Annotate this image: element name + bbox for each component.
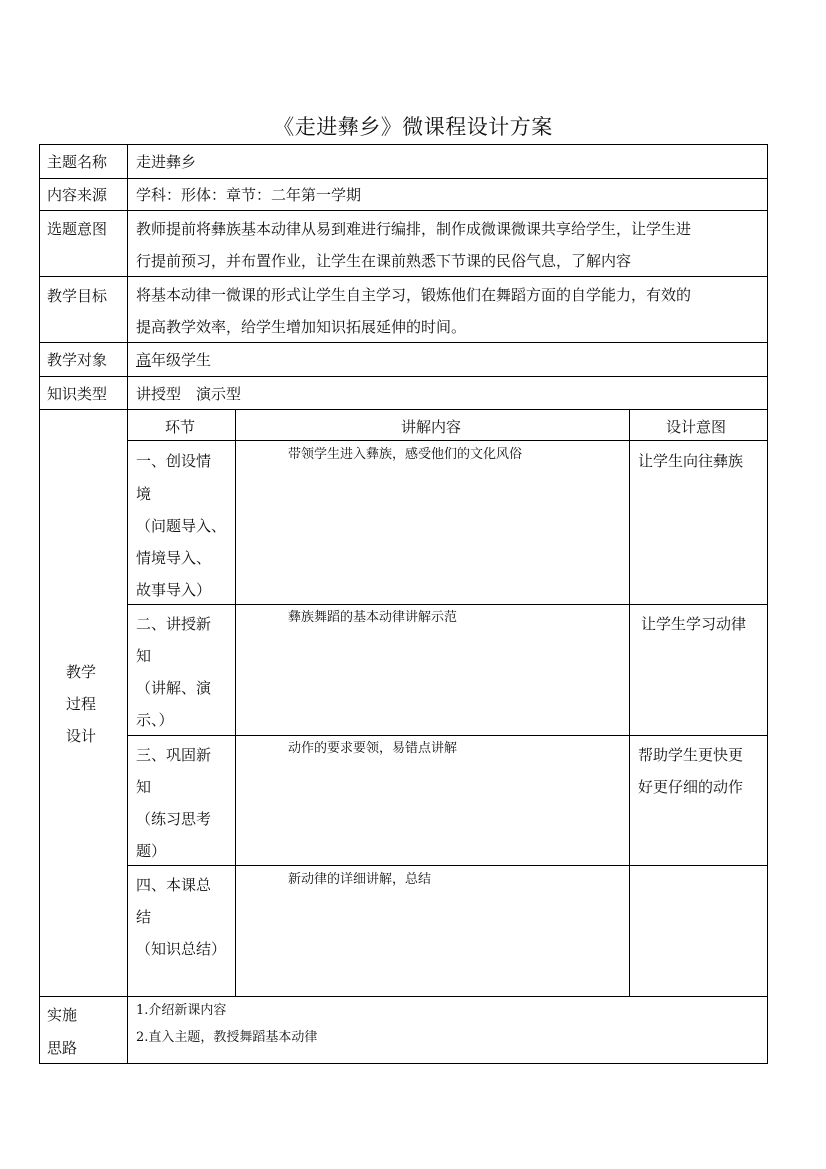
table-border-right [767, 144, 768, 1064]
table-rule [128, 865, 768, 866]
process-label-line: 教学 [66, 663, 97, 681]
header-purpose: 设计意图 [666, 418, 727, 436]
table-rule [39, 210, 768, 211]
stage-line: 四、本课总 [136, 876, 212, 894]
table-rule [39, 178, 768, 179]
table-col-divider [235, 409, 236, 997]
stage-content: 彝族舞蹈的基本动律讲解示范 [288, 610, 458, 625]
stage-line: 境 [136, 485, 152, 503]
source-value: 学科：形体：章节：二年第一学期 [136, 186, 362, 204]
table-rule [128, 604, 768, 605]
process-label-line: 过程 [66, 695, 97, 713]
stage-line: 知 [136, 647, 152, 665]
stage-content: 动作的要求要领，易错点讲解 [288, 741, 458, 756]
intent-line-1: 教师提前将彝族基本动律从易到难进行编排，制作成微课微课共享给学生，让学生进 [136, 220, 692, 238]
implementation-label-line: 实施 [47, 1006, 78, 1024]
header-content: 讲解内容 [401, 418, 462, 436]
table-border-bottom [39, 1063, 768, 1064]
table-rule [128, 735, 768, 736]
table-rule [39, 376, 768, 377]
stage-line: 题） [136, 842, 167, 860]
stage-line: 二、讲授新 [136, 615, 212, 633]
stage-line: （练习思考 [136, 810, 212, 828]
stage-line: （讲解、演 [136, 679, 212, 697]
goal-label: 教学目标 [47, 287, 108, 305]
stage-purpose: 帮助学生更快更 [638, 746, 744, 764]
table-border-left [39, 144, 40, 1064]
goal-line-1: 将基本动律一微课的形式让学生自主学习，锻炼他们在舞蹈方面的自学能力，有效的 [136, 286, 692, 304]
implementation-item: 1.介绍新课内容 [136, 1003, 227, 1018]
implementation-item: 2.直入主题，教授舞蹈基本动律 [136, 1030, 318, 1045]
table-col-divider [629, 409, 630, 997]
stage-purpose: 让学生向往彝族 [638, 452, 744, 470]
knowledge-value: 讲授型 演示型 [136, 385, 242, 403]
table-col-divider [127, 144, 128, 1064]
process-label-line: 设计 [66, 727, 97, 745]
stage-line: 示、） [136, 711, 174, 729]
table-border-top [39, 144, 768, 145]
audience-value [136, 350, 211, 370]
stage-line: （知识总结） [136, 940, 227, 958]
audience-value-rest: 年级学生 [151, 351, 212, 369]
topic-value: 走进彝乡 [136, 153, 197, 171]
topic-label: 主题名称 [47, 153, 108, 171]
header-stage: 环节 [165, 418, 196, 436]
audience-value-underlined: 高 [136, 351, 152, 369]
knowledge-label: 知识类型 [47, 385, 108, 403]
audience-label: 教学对象 [47, 351, 108, 369]
table-rule [39, 996, 768, 997]
page-title: 《走进彝乡》微课程设计方案 [273, 115, 553, 139]
stage-line: 故事导入） [136, 581, 212, 599]
intent-line-2: 行提前预习，并布置作业，让学生在课前熟悉下节课的民俗气息，了解内容 [136, 252, 632, 270]
goal-line-2: 提高教学效率，给学生增加知识拓展延伸的时间。 [136, 318, 467, 336]
stage-line: 一、创设情 [136, 452, 212, 470]
stage-line: 结 [136, 908, 152, 926]
stage-line: 知 [136, 778, 152, 796]
stage-content: 带领学生进入彝族，感受他们的文化风俗 [288, 447, 523, 462]
table-rule [39, 409, 768, 410]
stage-purpose: 好更仔细的动作 [638, 778, 744, 796]
stage-purpose: 让学生学习动律 [641, 615, 747, 633]
implementation-label-line: 思路 [47, 1039, 78, 1057]
stage-line: 三、巩固新 [136, 746, 212, 764]
intent-label: 选题意图 [47, 220, 108, 238]
table-rule [128, 440, 768, 441]
source-label: 内容来源 [47, 186, 108, 204]
stage-line: （问题导入、 [136, 517, 227, 535]
stage-line: 情境导入、 [136, 549, 212, 567]
stage-content: 新动律的详细讲解，总结 [288, 872, 432, 887]
